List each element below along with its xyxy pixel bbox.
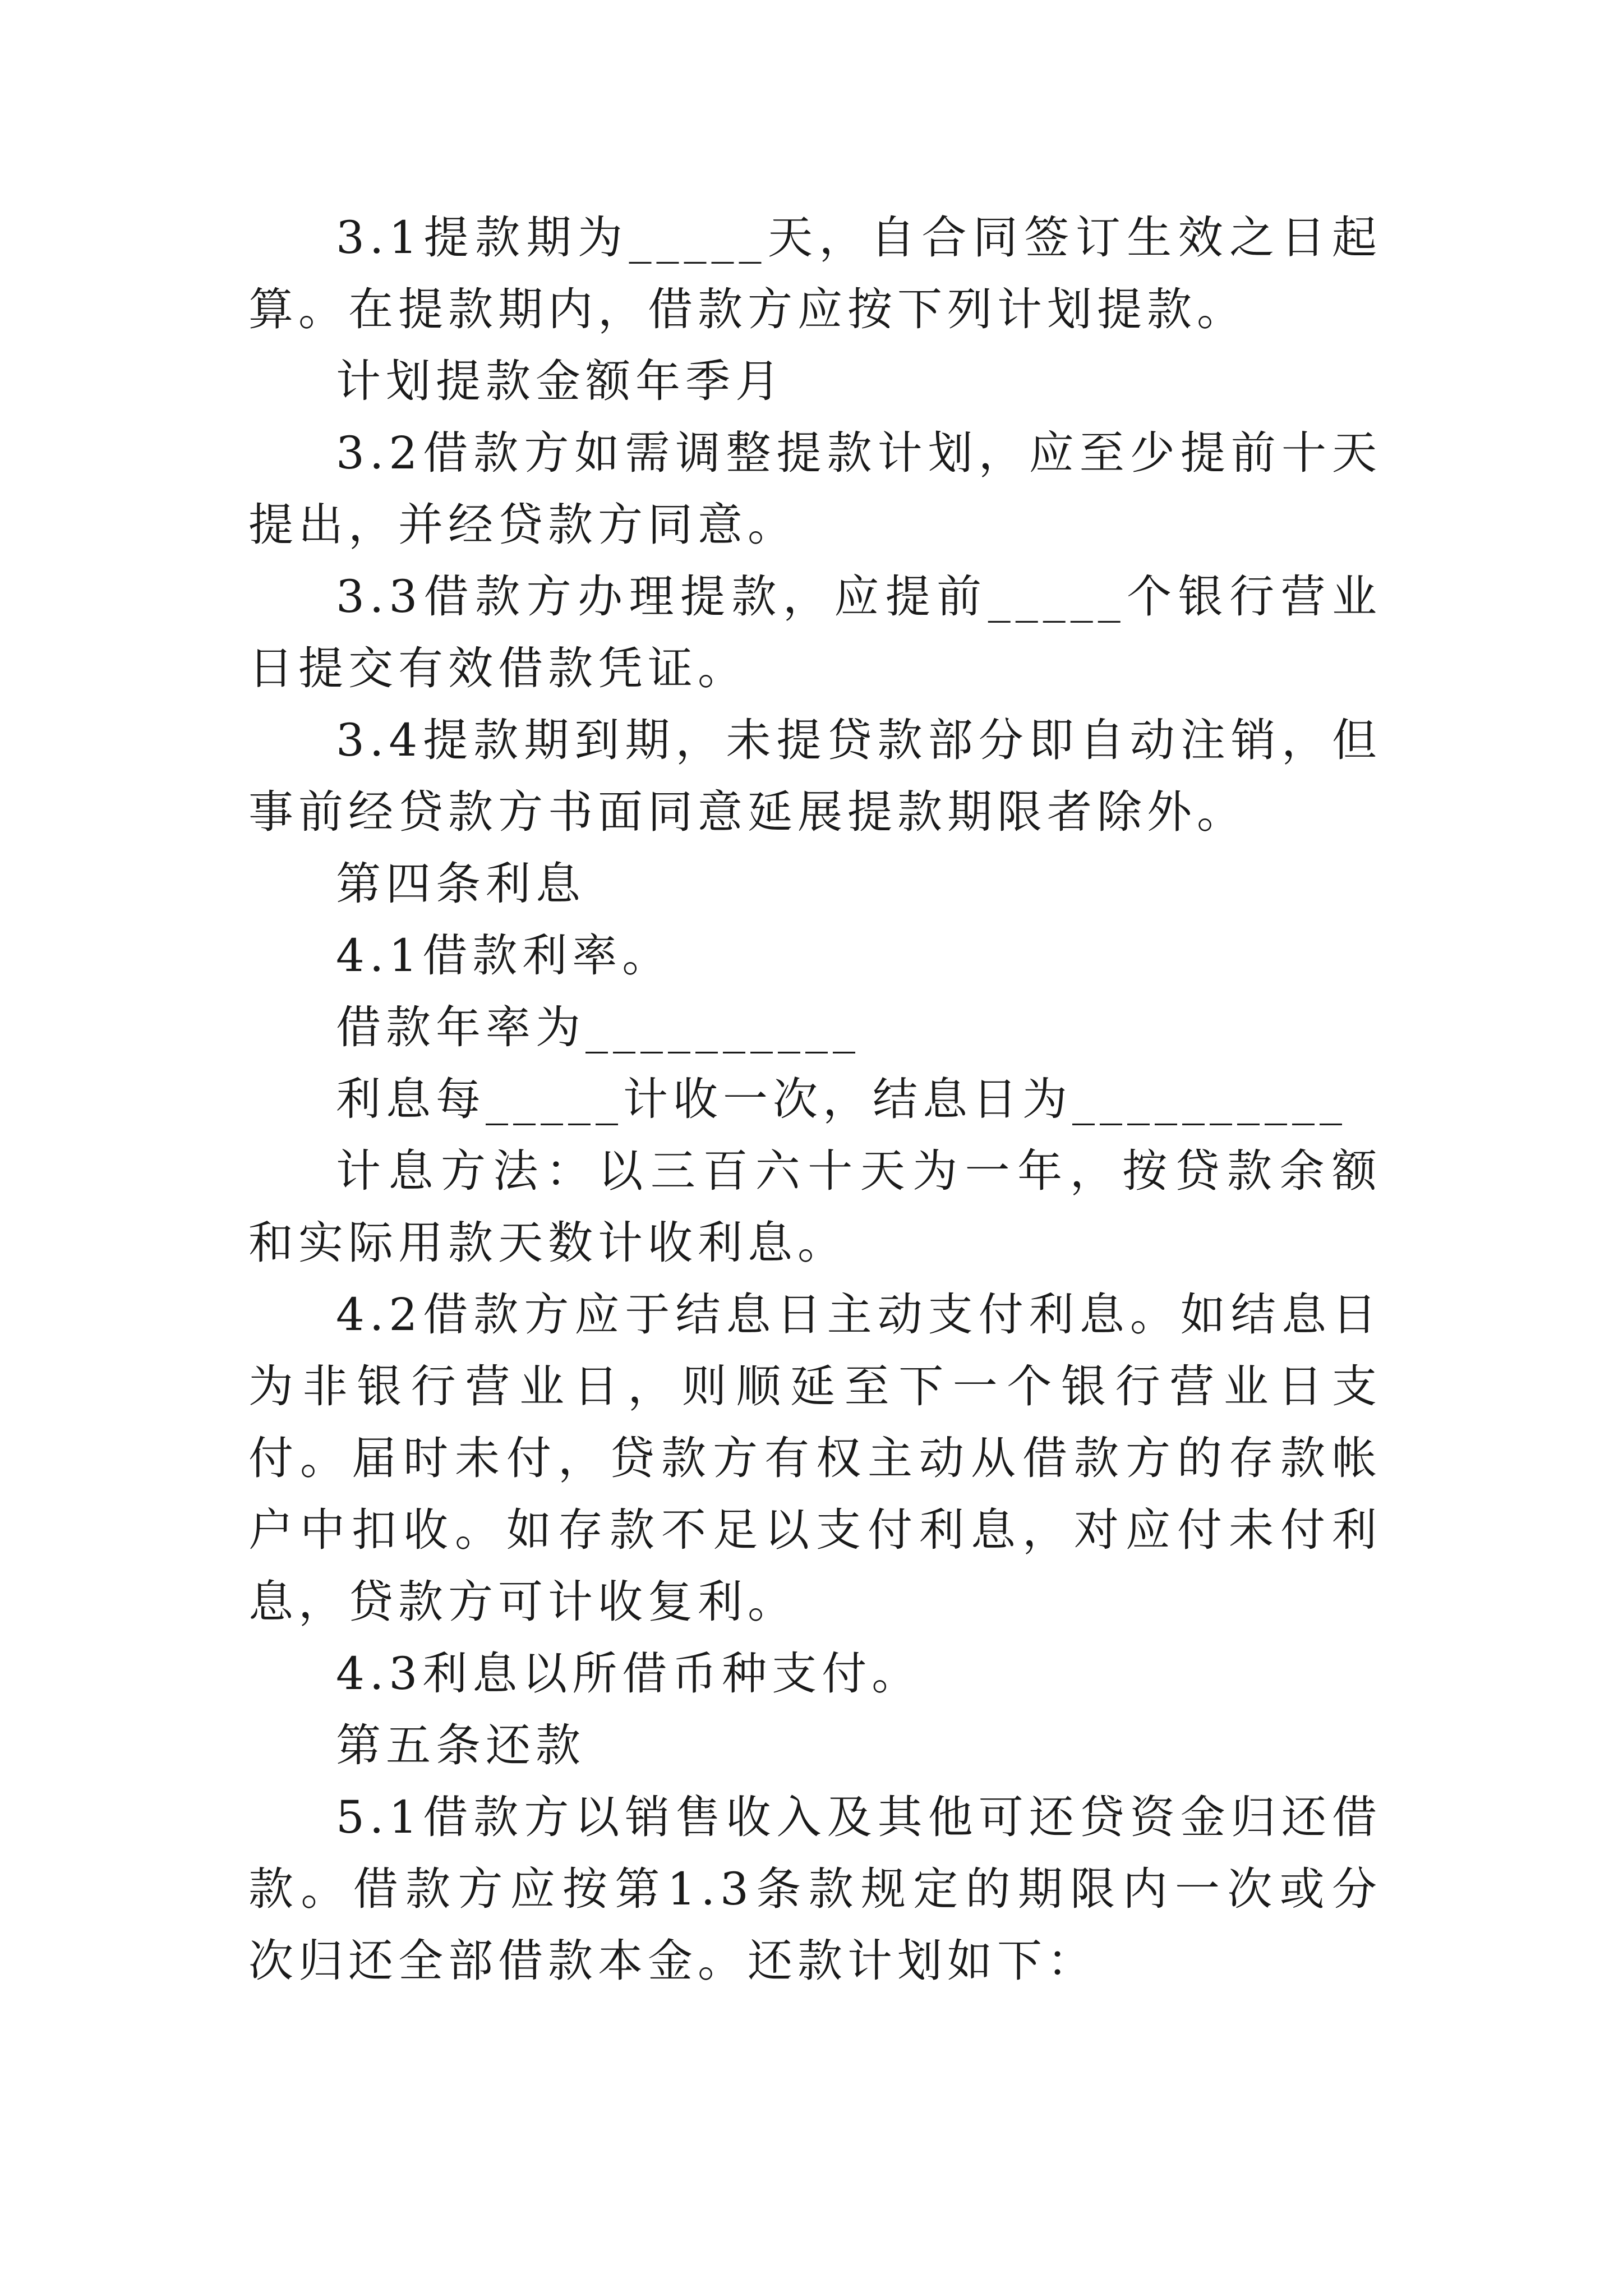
annual-rate-line: 借款年率为__________ [336, 1001, 860, 1053]
clause-4-3: 4.3利息以所借币种支付。 [336, 1648, 922, 1700]
clause-3-2: 3.2借款方如需调整提款计划，应至少提前十天提出，并经贷款方同意。 [248, 427, 1382, 551]
article-5-heading: 第五条还款 [336, 1719, 585, 1772]
clause-5-1: 5.1借款方以销售收入及其他可还贷资金归还借款。借款方应按第1.3条款规定的期限内一次或分次归还全部借款本金。还款计划如下： [248, 1791, 1382, 1987]
clause-3-4: 3.4提款期到期，未提贷款部分即自动注销，但事前经贷款方书面同意延展提款期限者除外。 [248, 714, 1382, 838]
article-4-heading: 第四条利息 [336, 858, 585, 910]
clause-3-1: 3.1提款期为_____天，自合同签订生效之日起算。在提款期内，借款方应按下列计划提款。 [248, 211, 1382, 335]
interest-period-line: 利息每_____计收一次，结息日为__________ [336, 1073, 1347, 1125]
clause-3-3: 3.3借款方办理提款，应提前_____个银行营业日提交有效借款凭证。 [248, 570, 1382, 694]
interest-method: 计息方法：以三百六十天为一年，按贷款余额和实际用款天数计收利息。 [248, 1145, 1382, 1269]
drawdown-plan-heading: 计划提款金额年季月 [336, 355, 785, 407]
clause-4-2: 4.2借款方应于结息日主动支付利息。如结息日为非银行营业日，则顺延至下一个银行营业日支付。届时未付，贷款方有权主动从借款方的存款帐户中扣收。如存款不足以支付利息，对应付未付利息，贷款方可计收复利。 [248, 1289, 1382, 1628]
clause-4-1: 4.1借款利率。 [336, 930, 672, 982]
